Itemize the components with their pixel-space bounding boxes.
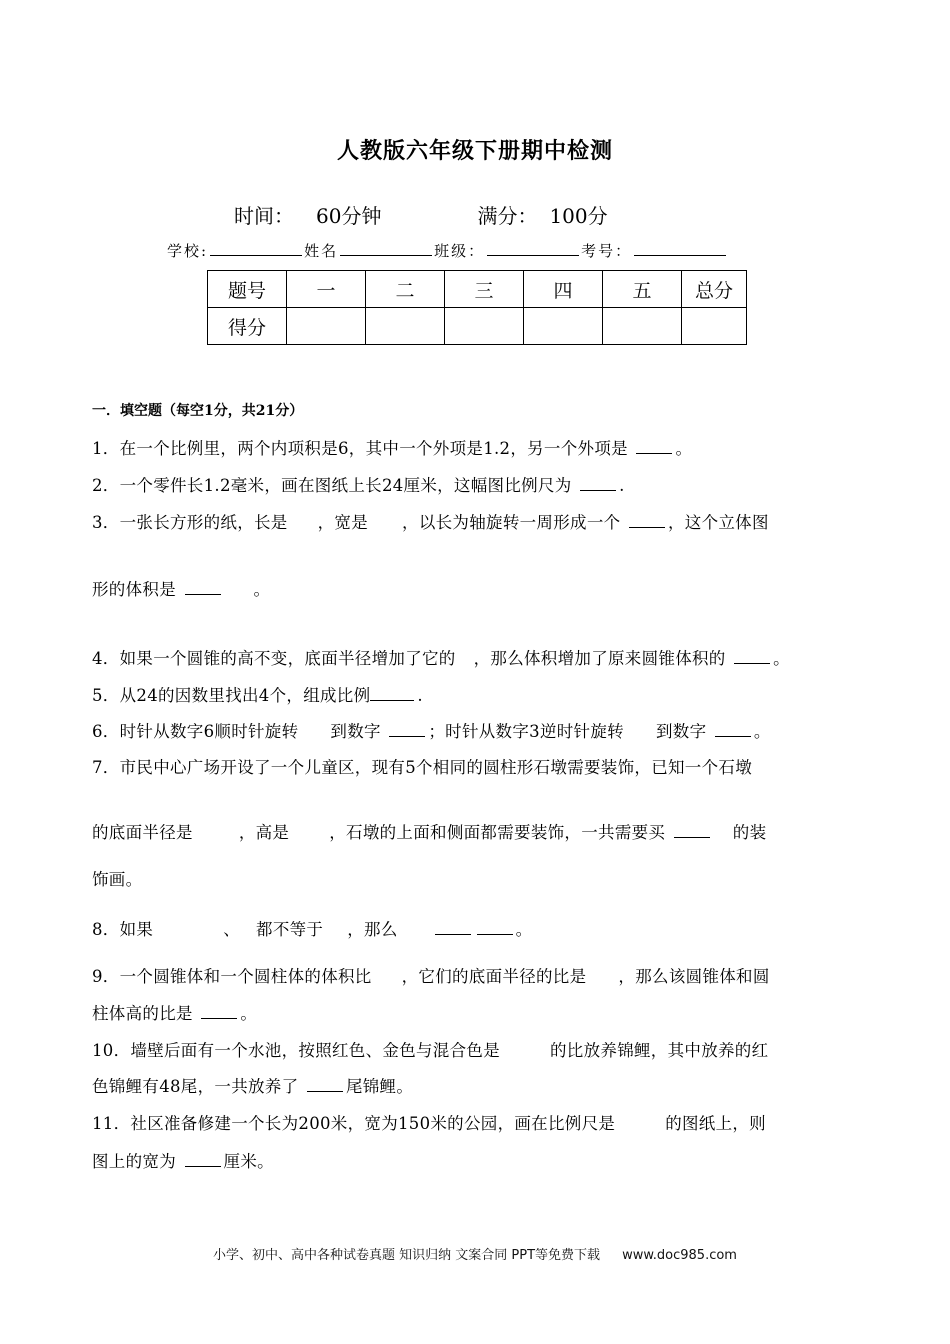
question-3: 3．一张长方形的纸，长是 ，宽是 ，以长为轴旋转一周形成一个 ，这个立体图 <box>92 513 769 532</box>
row-header-score: 得分 <box>208 308 287 345</box>
question-1: 1．在一个比例里，两个内项积是6，其中一个外项是1.2，另一个外项是 。 <box>92 439 693 458</box>
question-10: 10．墙壁后面有一个水池，按照红色、金色与混合色是 的比放养锦鲤，其中放养的红 <box>92 1041 769 1060</box>
score-cell[interactable] <box>445 308 524 345</box>
answer-blank[interactable] <box>201 1004 237 1019</box>
time-value: 60分钟 <box>316 204 382 228</box>
score-cell[interactable] <box>366 308 445 345</box>
answer-blank[interactable] <box>734 649 770 664</box>
answer-blank[interactable] <box>389 722 425 737</box>
score-value: 100分 <box>549 204 608 228</box>
question-11: 11．社区准备修建一个长为200米，宽为150米的公园，画在比例尺是 的图纸上，则 <box>92 1114 766 1133</box>
school-blank[interactable] <box>210 241 302 256</box>
time-label: 时间： <box>234 204 294 228</box>
page-title: 人教版六年级下册期中检测 <box>336 138 613 164</box>
answer-blank[interactable] <box>674 823 710 838</box>
score-cell[interactable] <box>524 308 603 345</box>
name-label: 姓名 <box>304 242 339 260</box>
question-9: 9．一个圆锥体和一个圆柱体的体积比 ，它们的底面半径的比是 ，那么该圆锥体和圆 <box>92 967 770 986</box>
score-table-header-row <box>208 271 747 308</box>
footer <box>0 1244 950 1263</box>
col-header-5: 五 <box>603 271 682 308</box>
question-8: 8．如果 、 都不等于 ，那么 。 <box>92 920 533 939</box>
answer-blank[interactable] <box>629 513 665 528</box>
answer-blank[interactable] <box>715 722 751 737</box>
section-heading: 一．填空题（每空1分，共21分） <box>92 403 304 419</box>
question-9-continued: 柱体高的比是 。 <box>92 1004 258 1023</box>
answer-blank[interactable] <box>370 686 414 701</box>
question-6: 6．时针从数字6顺时针旋转 到数字 ；时针从数字3逆时针旋转 到数字 。 <box>92 722 771 741</box>
name-blank[interactable] <box>340 241 432 256</box>
question-10-continued: 色锦鲤有48尾，一共放养了 尾锦鲤。 <box>92 1077 414 1096</box>
exam-info <box>234 200 608 229</box>
question-11-continued: 图上的宽为 厘米。 <box>92 1152 274 1171</box>
footer-text: 小学、初中、高中各种试卷真题 知识归纳 文案合同 PPT等免费下载 <box>213 1248 601 1263</box>
question-3-continued: 形的体积是 。 <box>92 580 271 599</box>
footer-link[interactable]: www.doc985.com <box>622 1248 737 1263</box>
score-cell[interactable] <box>682 308 747 345</box>
question-4: 4．如果一个圆锥的高不变，底面半径增加了它的 ，那么体积增加了原来圆锥体积的 。 <box>92 649 790 668</box>
answer-blank[interactable] <box>636 439 672 454</box>
col-header-4: 四 <box>524 271 603 308</box>
score-table <box>207 270 747 345</box>
score-label: 满分： <box>477 204 538 228</box>
class-blank[interactable] <box>487 241 579 256</box>
answer-blank[interactable] <box>185 1152 221 1167</box>
exam-no-blank[interactable] <box>634 241 726 256</box>
school-label: 学校: <box>167 242 209 260</box>
class-label: 班级： <box>434 242 486 260</box>
col-header-3: 三 <box>445 271 524 308</box>
answer-blank[interactable] <box>477 920 513 935</box>
question-7-continued: 的底面半径是 ，高是 ，石墩的上面和侧面都需要装饰，一共需要买 的装 <box>92 823 767 842</box>
answer-blank[interactable] <box>185 580 221 595</box>
question-7: 7．市民中心广场开设了一个儿童区，现有5个相同的圆柱形石墩需要装饰，已知一个石墩 <box>92 758 752 777</box>
student-fields <box>167 240 728 261</box>
score-cell[interactable] <box>287 308 366 345</box>
col-header-2: 二 <box>366 271 445 308</box>
exam-no-label: 考号： <box>581 242 633 260</box>
question-5: 5．从24的因数里找出4个，组成比例 . <box>92 686 423 705</box>
answer-blank[interactable] <box>580 476 616 491</box>
answer-blank[interactable] <box>307 1077 343 1092</box>
col-header-total: 总分 <box>682 271 747 308</box>
question-2: 2．一个零件长1.2毫米，画在图纸上长24厘米，这幅图比例尺为 . <box>92 476 625 495</box>
col-header-1: 一 <box>287 271 366 308</box>
score-cell[interactable] <box>603 308 682 345</box>
score-table-score-row <box>208 308 747 345</box>
question-7-continued-2: 饰画。 <box>92 870 143 889</box>
answer-blank[interactable] <box>435 920 471 935</box>
row-header-question: 题号 <box>208 271 287 308</box>
